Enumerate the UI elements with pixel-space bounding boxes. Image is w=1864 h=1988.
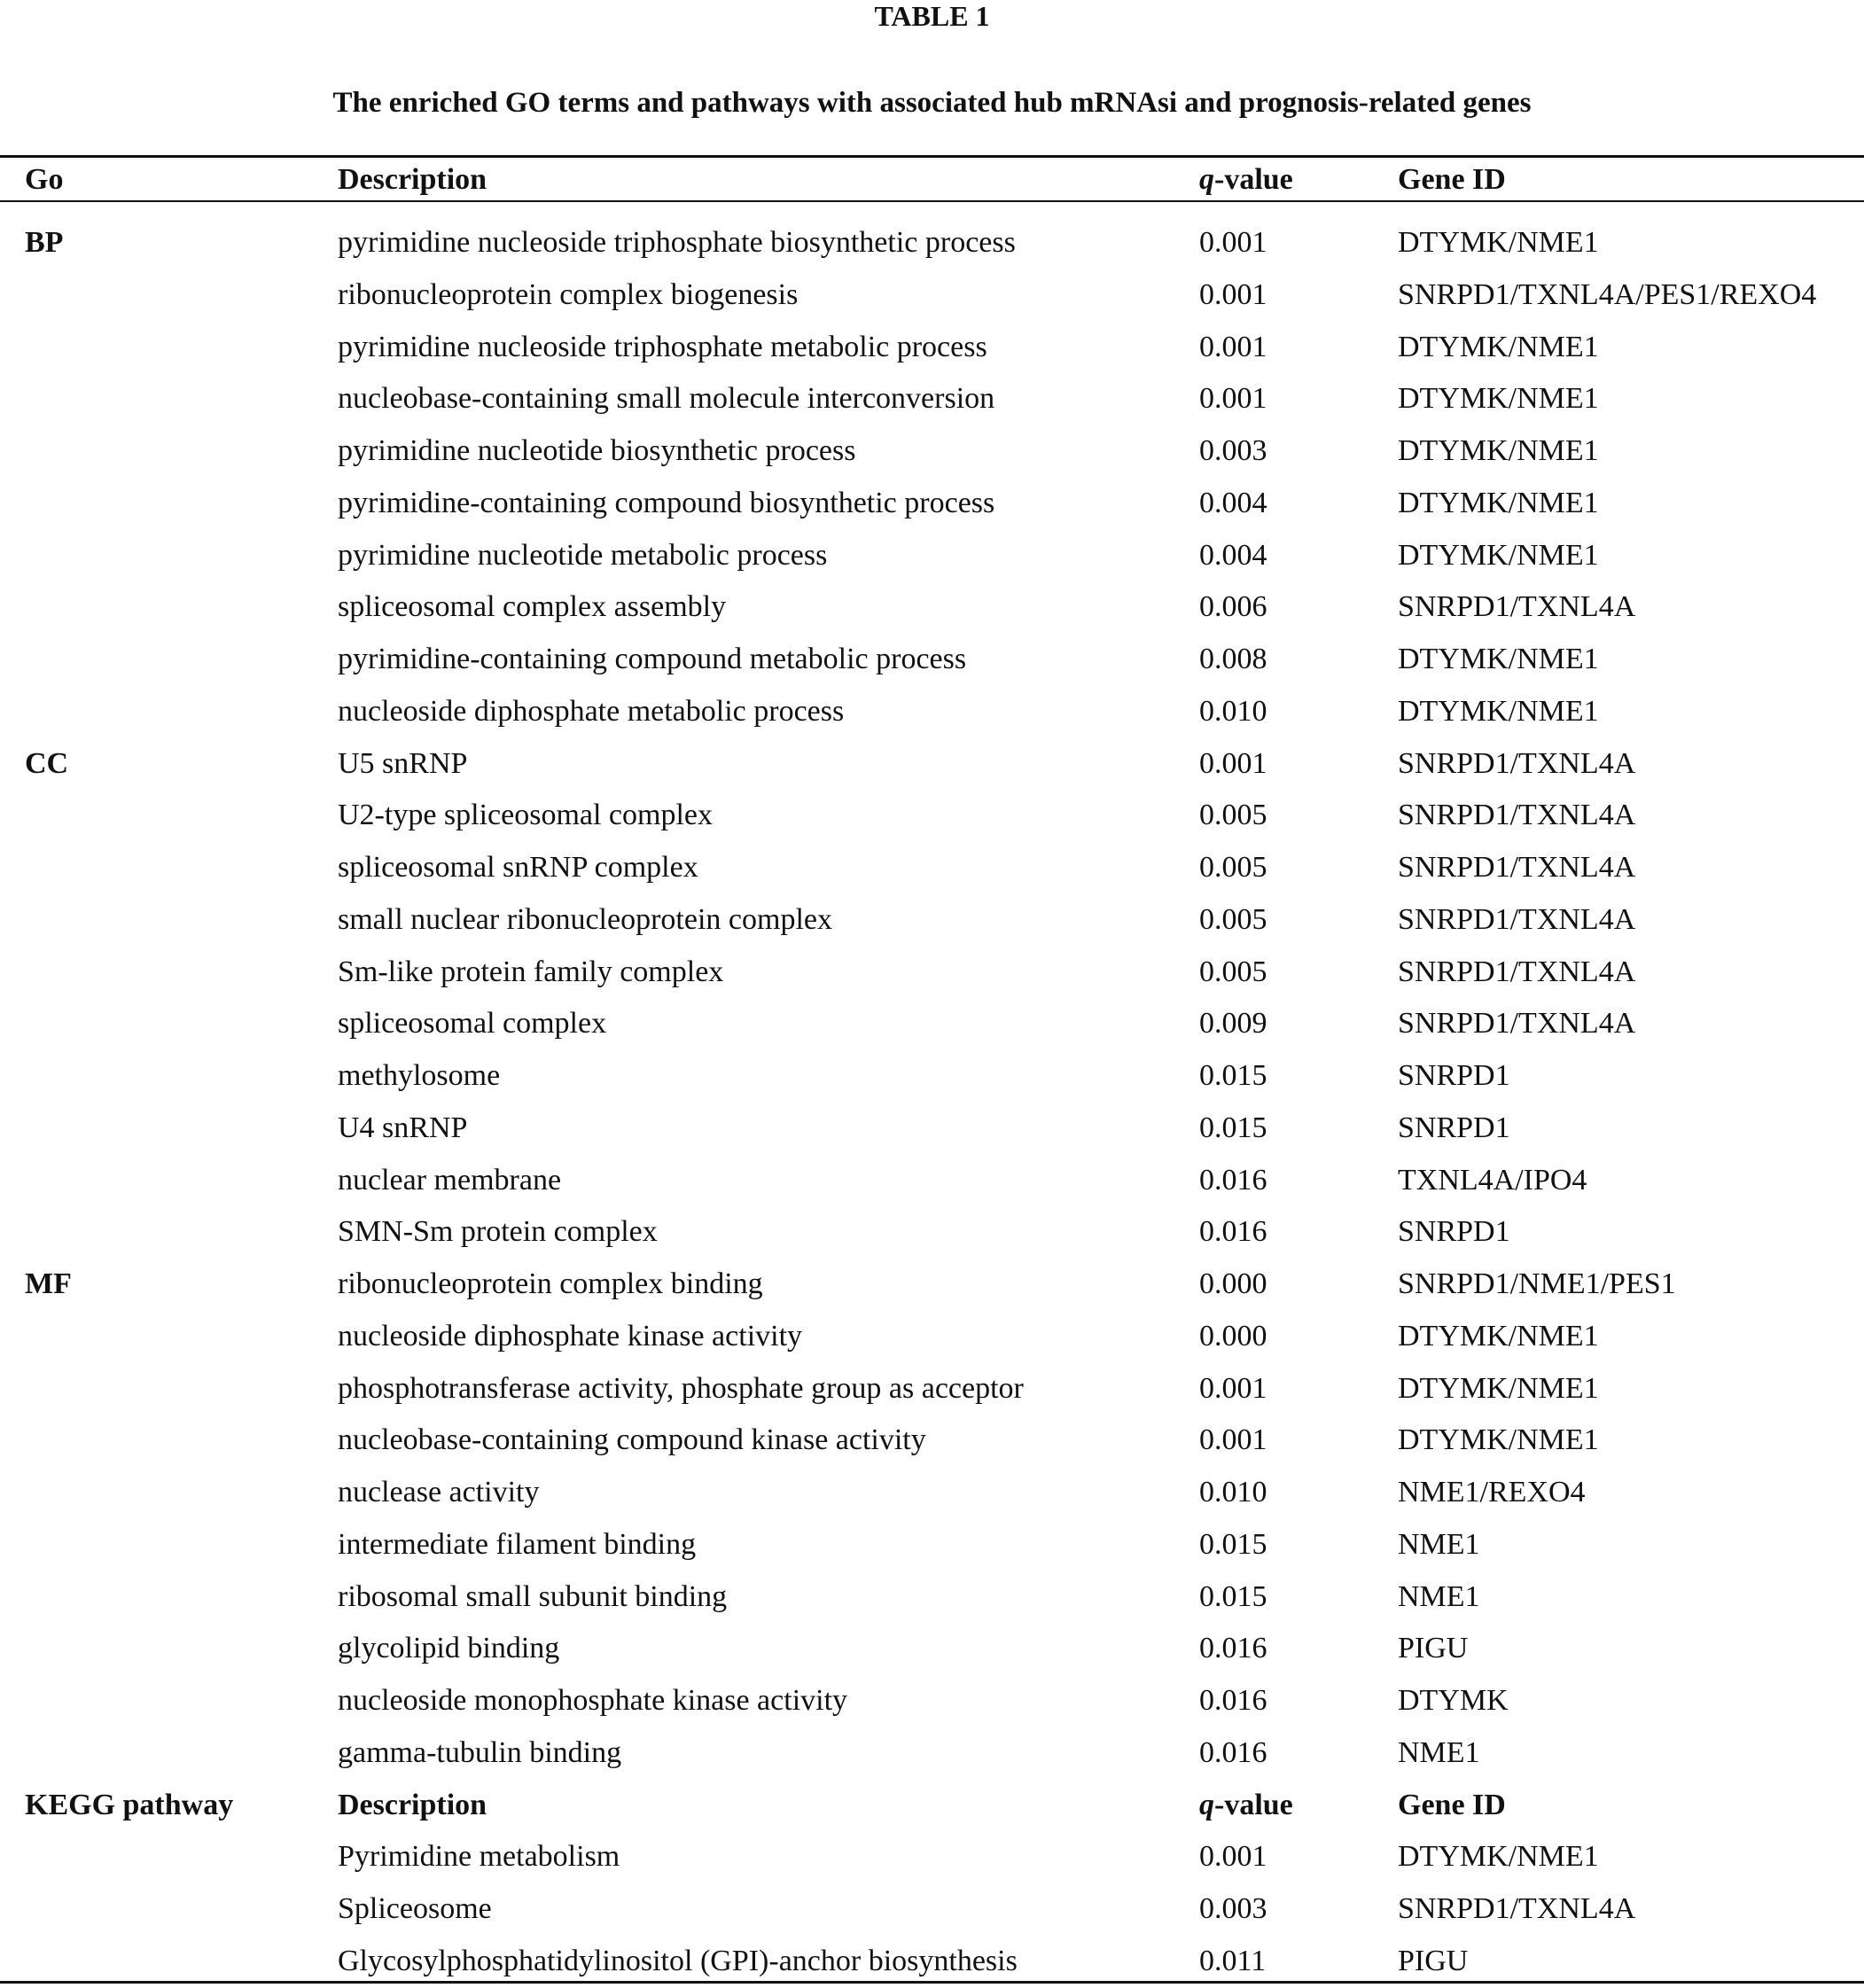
- gene-ids: DTYMK/NME1: [1398, 382, 1599, 416]
- gene-ids: SNRPD1/TXNL4A: [1398, 746, 1636, 780]
- kegg-row: [0, 1936, 1864, 1988]
- q-value: 0.016: [1199, 1684, 1267, 1717]
- gene-ids: SNRPD1/TXNL4A: [1398, 1007, 1636, 1041]
- pathway-description: Glycosylphosphatidylinositol (GPI)-anchor biosynthesis: [338, 1944, 1018, 1977]
- gene-ids: DTYMK/NME1: [1398, 226, 1599, 259]
- kegg-header-row: [0, 1780, 1864, 1832]
- gene-ids: NME1: [1398, 1735, 1480, 1769]
- term-description: spliceosomal complex: [338, 1007, 607, 1041]
- pathway-gene-ids: DTYMK/NME1: [1398, 1840, 1599, 1874]
- q-value: 0.016: [1199, 1735, 1267, 1769]
- header-gene-id: Gene ID: [1398, 163, 1506, 196]
- gene-ids: NME1: [1398, 1527, 1480, 1561]
- header-go: Go: [25, 163, 64, 196]
- table-row: [0, 425, 1864, 478]
- term-description: nucleoside diphosphate kinase activity: [338, 1319, 803, 1353]
- term-description: nucleobase-containing compound kinase activity: [338, 1423, 926, 1457]
- table-row: [0, 1675, 1864, 1727]
- q-value: 0.016: [1199, 1163, 1267, 1197]
- term-description: pyrimidine nucleotide metabolic process: [338, 538, 828, 572]
- kegg-header-q-rest: -value: [1214, 1788, 1293, 1821]
- pathway-description: Pyrimidine metabolism: [338, 1840, 620, 1874]
- term-description: spliceosomal snRNP complex: [338, 851, 698, 884]
- q-value: 0.010: [1199, 694, 1267, 728]
- kegg-header-description: Description: [338, 1788, 487, 1821]
- gene-ids: SNRPD1: [1398, 1215, 1510, 1249]
- header-q-value: [1199, 155, 1293, 205]
- kegg-header-gene-id: Gene ID: [1398, 1788, 1506, 1821]
- gene-ids: DTYMK/NME1: [1398, 1319, 1599, 1353]
- term-description: glycolipid binding: [338, 1632, 560, 1665]
- term-description: pyrimidine-containing compound metabolic process: [338, 643, 967, 675]
- table-header: [0, 155, 1864, 201]
- term-description: methylosome: [338, 1059, 501, 1092]
- table-row: [0, 373, 1864, 425]
- go-category: MF: [25, 1267, 72, 1300]
- gene-ids: DTYMK/NME1: [1398, 643, 1599, 675]
- gene-ids: SNRPD1: [1398, 1059, 1510, 1092]
- gene-ids: NME1: [1398, 1579, 1480, 1613]
- gene-ids: NME1/REXO4: [1398, 1476, 1586, 1509]
- term-description: nuclear membrane: [338, 1163, 562, 1197]
- q-value: 0.015: [1199, 1059, 1267, 1092]
- gene-ids: DTYMK/NME1: [1398, 330, 1599, 363]
- q-value: 0.016: [1199, 1632, 1267, 1665]
- q-value: 0.001: [1199, 226, 1267, 259]
- term-description: U5 snRNP: [338, 746, 468, 780]
- bottom-rule: [0, 1981, 1864, 1984]
- table-row: [0, 738, 1864, 791]
- term-description: nucleoside monophosphate kinase activity: [338, 1684, 848, 1717]
- table-row: [0, 686, 1864, 738]
- go-category: CC: [25, 746, 69, 780]
- q-value: 0.004: [1199, 486, 1267, 519]
- table-row: [0, 1050, 1864, 1103]
- q-value: 0.001: [1199, 746, 1267, 780]
- q-value: 0.015: [1199, 1527, 1267, 1561]
- table-row: [0, 1623, 1864, 1675]
- table-row: [0, 478, 1864, 530]
- table-row: [0, 790, 1864, 842]
- header-q-rest: -value: [1214, 163, 1293, 196]
- q-value: 0.005: [1199, 902, 1267, 936]
- term-description: ribonucleoprotein complex binding: [338, 1267, 763, 1300]
- pathway-description: Spliceosome: [338, 1892, 492, 1925]
- gene-ids: DTYMK/NME1: [1398, 538, 1599, 572]
- term-description: pyrimidine-containing compound biosynthetic process: [338, 486, 995, 519]
- gene-ids: SNRPD1/TXNL4A: [1398, 590, 1636, 624]
- q-value: 0.009: [1199, 1007, 1267, 1041]
- table-row: [0, 1155, 1864, 1207]
- q-value: 0.006: [1199, 590, 1267, 624]
- pathway-gene-ids: PIGU: [1398, 1944, 1469, 1977]
- gene-ids: DTYMK/NME1: [1398, 694, 1599, 728]
- q-value: 0.015: [1199, 1579, 1267, 1613]
- table-row: [0, 1259, 1864, 1311]
- header-q-italic: q: [1199, 163, 1214, 196]
- kegg-row: [0, 1831, 1864, 1883]
- pathway-q-value: 0.003: [1199, 1892, 1267, 1925]
- pathway-gene-ids: SNRPD1/TXNL4A: [1398, 1892, 1636, 1925]
- q-value: 0.005: [1199, 955, 1267, 988]
- gene-ids: DTYMK/NME1: [1398, 434, 1599, 467]
- table-row: [0, 998, 1864, 1050]
- table-row: [0, 530, 1864, 582]
- term-description: U2-type spliceosomal complex: [338, 799, 714, 832]
- term-description: SMN-Sm protein complex: [338, 1215, 658, 1249]
- term-description: pyrimidine nucleotide biosynthetic process: [338, 434, 856, 467]
- table-row: [0, 1727, 1864, 1780]
- term-description: spliceosomal complex assembly: [338, 590, 727, 624]
- q-value: 0.001: [1199, 330, 1267, 363]
- q-value: 0.000: [1199, 1319, 1267, 1353]
- header-description: Description: [338, 163, 487, 196]
- term-description: pyrimidine nucleoside triphosphate metabolic process: [338, 330, 987, 363]
- q-value: 0.010: [1199, 1476, 1267, 1509]
- gene-ids: PIGU: [1398, 1632, 1469, 1665]
- table-row: [0, 269, 1864, 322]
- term-description: nucleoside diphosphate metabolic process: [338, 694, 845, 728]
- table-caption: The enriched GO terms and pathways with associated hub mRNAsi and prognosis-related genes: [332, 87, 1532, 119]
- table-row: [0, 894, 1864, 947]
- table-row: [0, 1103, 1864, 1155]
- gene-ids: SNRPD1/NME1/PES1: [1398, 1267, 1676, 1300]
- gene-ids: DTYMK/NME1: [1398, 486, 1599, 519]
- q-value: 0.008: [1199, 643, 1267, 675]
- kegg-pathway-label: KEGG pathway: [25, 1788, 234, 1821]
- table-row: [0, 1571, 1864, 1624]
- go-category: BP: [25, 226, 64, 259]
- pathway-q-value: 0.001: [1199, 1840, 1267, 1874]
- gene-ids: TXNL4A/IPO4: [1398, 1163, 1587, 1197]
- q-value: 0.001: [1199, 1423, 1267, 1457]
- table-row: [0, 634, 1864, 686]
- q-value: 0.005: [1199, 851, 1267, 884]
- table-row: [0, 1363, 1864, 1415]
- term-description: phosphotransferase activity, phosphate group as acceptor: [338, 1371, 1024, 1405]
- gene-ids: SNRPD1/TXNL4A: [1398, 799, 1636, 832]
- table-row: [0, 842, 1864, 894]
- kegg-header-q-italic: q: [1199, 1788, 1214, 1821]
- term-description: small nuclear ribonucleoprotein complex: [338, 902, 832, 936]
- gene-ids: DTYMK/NME1: [1398, 1371, 1599, 1405]
- q-value: 0.000: [1199, 1267, 1267, 1300]
- header-rule: [0, 200, 1864, 202]
- gene-ids: SNRPD1/TXNL4A: [1398, 851, 1636, 884]
- q-value: 0.001: [1199, 382, 1267, 416]
- q-value: 0.001: [1199, 277, 1267, 311]
- table-row: [0, 1519, 1864, 1571]
- q-value: 0.005: [1199, 799, 1267, 832]
- table-label: TABLE 1: [874, 0, 990, 32]
- table-row: [0, 322, 1864, 374]
- term-description: nucleobase-containing small molecule interconversion: [338, 382, 995, 416]
- term-description: pyrimidine nucleoside triphosphate biosynthetic process: [338, 226, 1016, 259]
- pathway-q-value: 0.011: [1199, 1944, 1267, 1977]
- gene-ids: DTYMK: [1398, 1684, 1509, 1717]
- q-value: 0.001: [1199, 1371, 1267, 1405]
- q-value: 0.016: [1199, 1215, 1267, 1249]
- q-value: 0.015: [1199, 1111, 1267, 1144]
- term-description: gamma-tubulin binding: [338, 1735, 622, 1769]
- q-value: 0.004: [1199, 538, 1267, 572]
- table-row: [0, 581, 1864, 634]
- term-description: intermediate filament binding: [338, 1527, 697, 1561]
- table-row: [0, 947, 1864, 999]
- term-description: U4 snRNP: [338, 1111, 468, 1144]
- table-row: [0, 1415, 1864, 1467]
- gene-ids: DTYMK/NME1: [1398, 1423, 1599, 1457]
- kegg-row: [0, 1883, 1864, 1936]
- table-row: [0, 1206, 1864, 1259]
- kegg-header-q-value: [1199, 1780, 1293, 1832]
- term-description: ribonucleoprotein complex biogenesis: [338, 277, 799, 311]
- term-description: Sm-like protein family complex: [338, 955, 724, 988]
- q-value: 0.003: [1199, 434, 1267, 467]
- gene-ids: SNRPD1: [1398, 1111, 1510, 1144]
- term-description: ribosomal small subunit binding: [338, 1579, 728, 1613]
- gene-ids: SNRPD1/TXNL4A: [1398, 955, 1636, 988]
- table-row: [0, 1467, 1864, 1519]
- table-row: [0, 217, 1864, 269]
- gene-ids: SNRPD1/TXNL4A: [1398, 902, 1636, 936]
- table-row: [0, 1311, 1864, 1363]
- gene-ids: SNRPD1/TXNL4A/PES1/REXO4: [1398, 277, 1817, 311]
- term-description: nuclease activity: [338, 1476, 540, 1509]
